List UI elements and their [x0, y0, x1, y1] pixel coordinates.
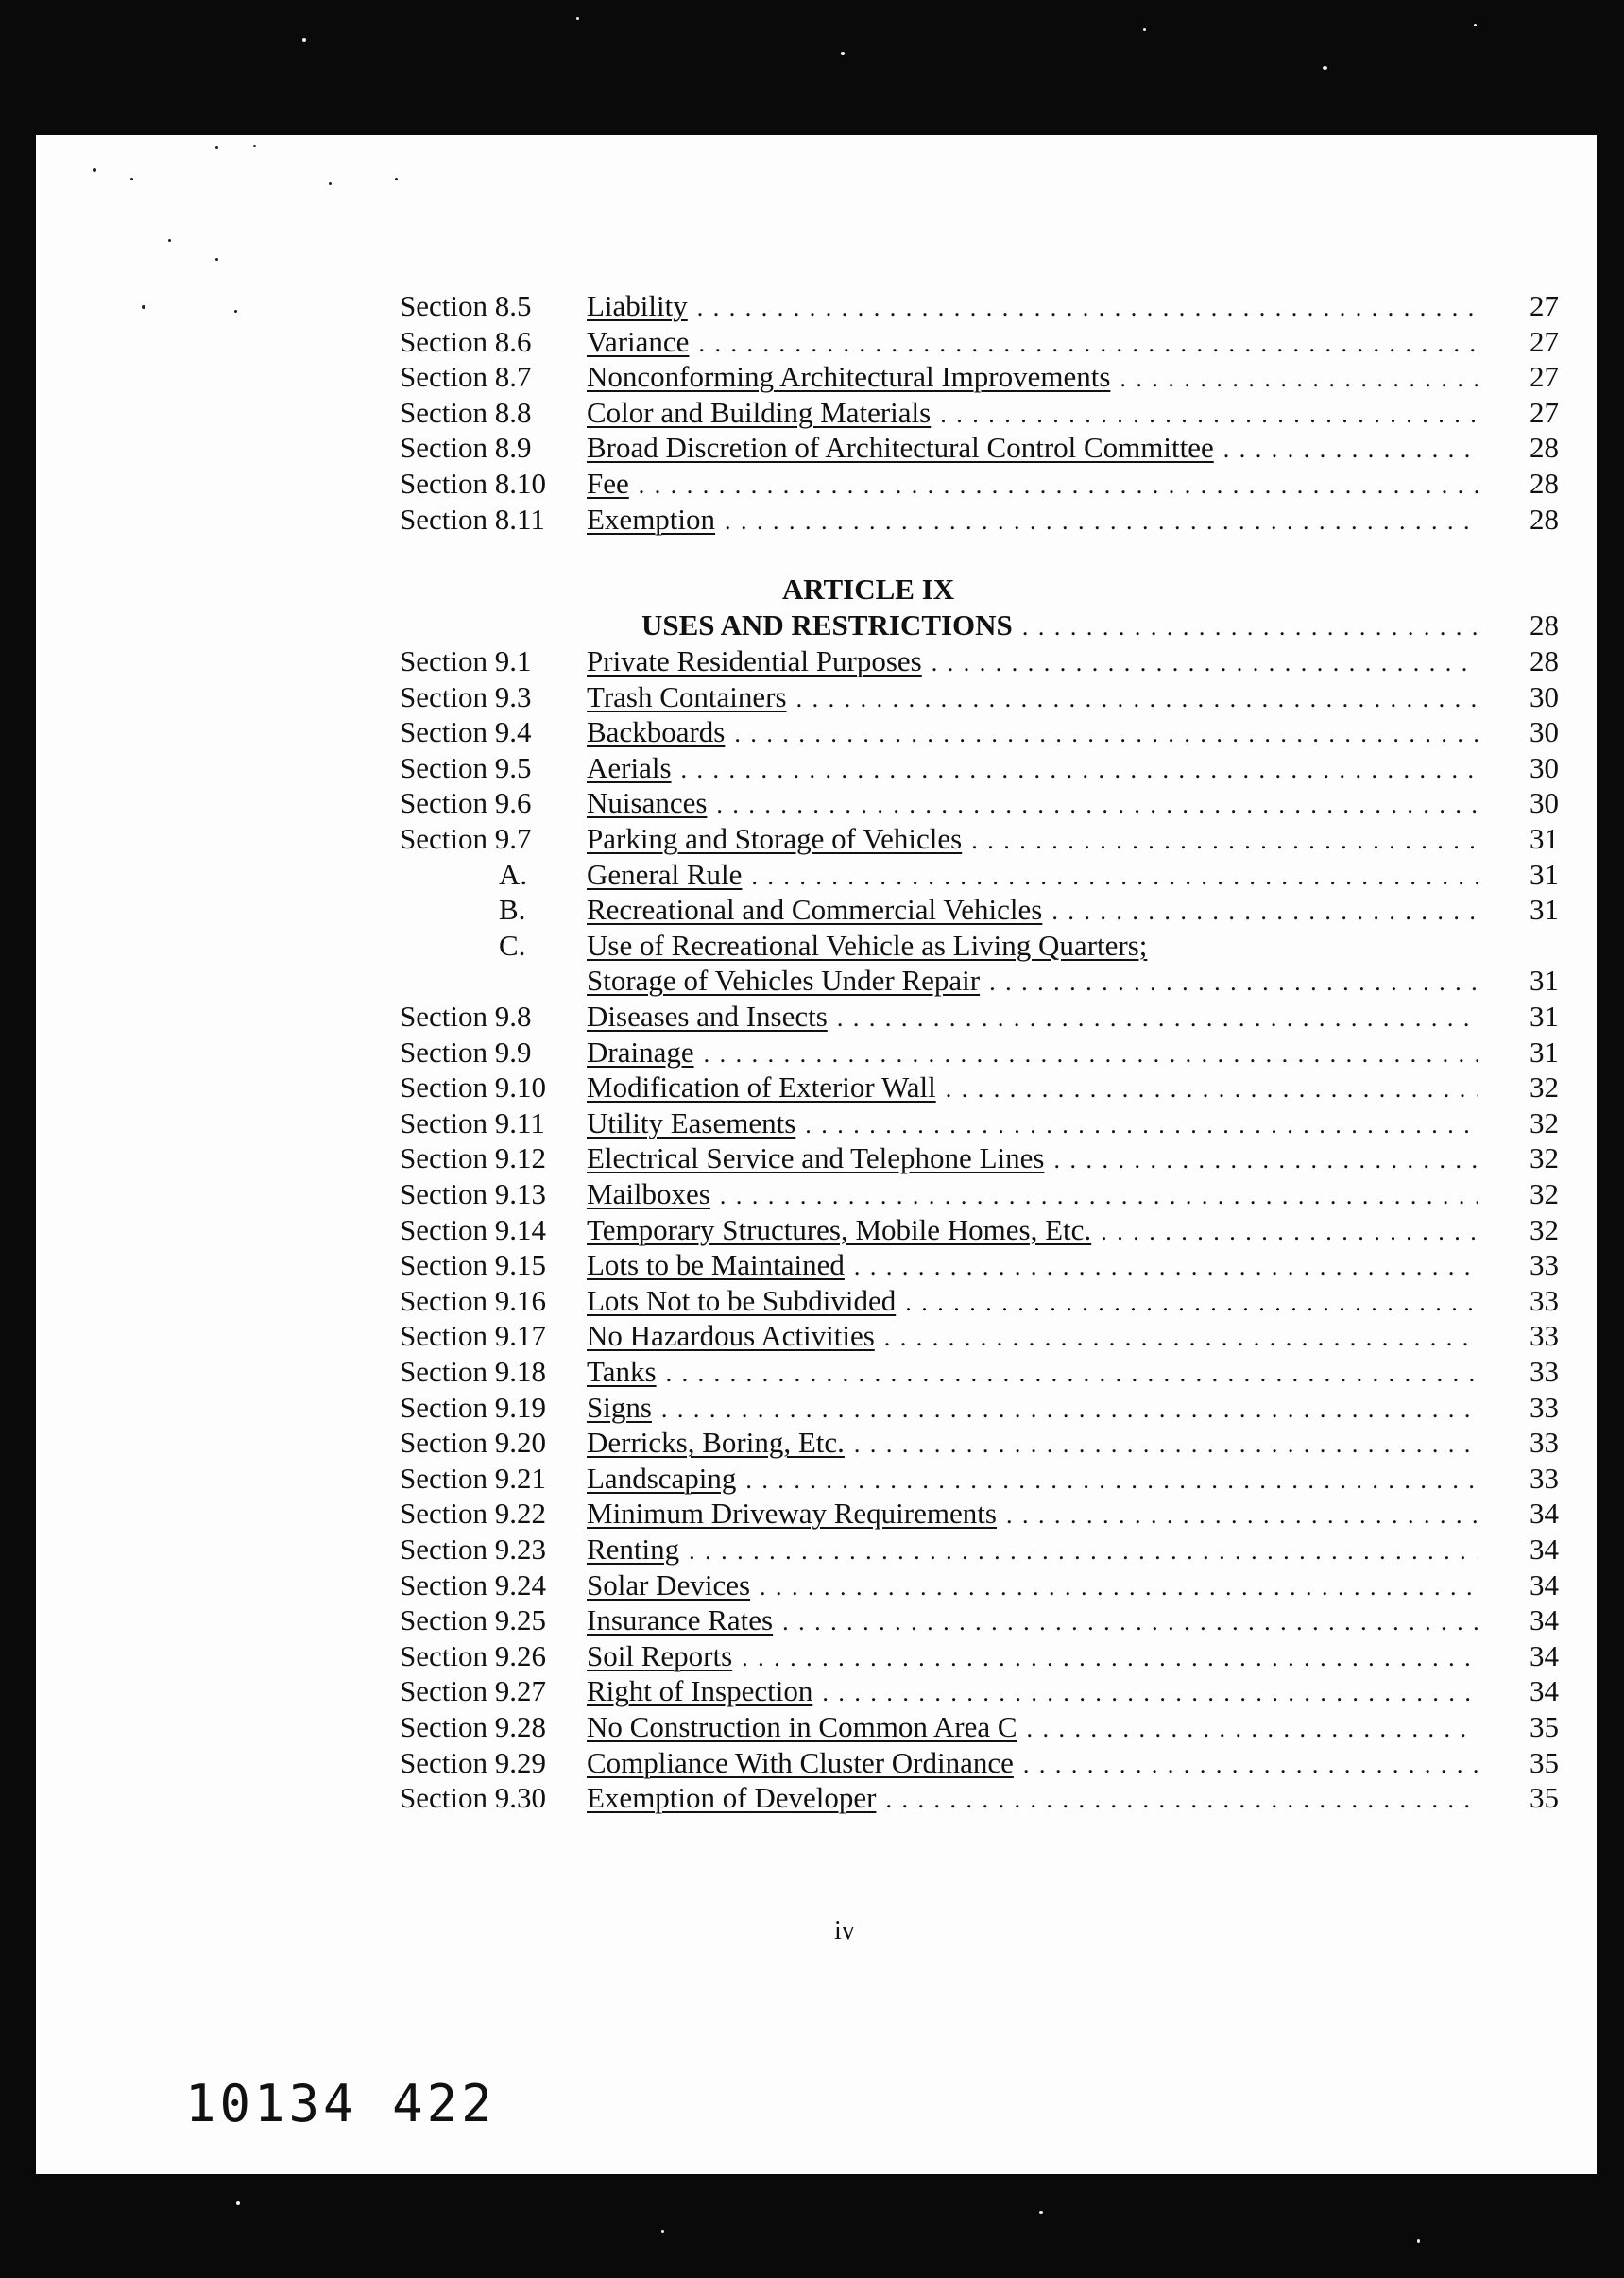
toc-title-wrap: [587, 430, 1478, 468]
toc-section-number: Section 9.24: [400, 1567, 546, 1601]
toc-page-number: 32: [1530, 1212, 1559, 1246]
dot-leader: [742, 1640, 1478, 1676]
toc-page-number: 34: [1530, 1638, 1559, 1672]
dot-leader: [697, 290, 1478, 326]
toc-section-number: Section 9.4: [400, 715, 532, 749]
toc-title-wrap: [587, 1105, 1478, 1143]
toc-section-number: Section 9.17: [400, 1319, 546, 1353]
toc-page-number: 34: [1530, 1674, 1559, 1708]
toc-page-number: 31: [1530, 1000, 1559, 1033]
toc-section-number: Section 8.8: [400, 395, 532, 429]
toc-page-number: 33: [1530, 1248, 1559, 1282]
toc-section-number: Section 9.13: [400, 1177, 546, 1210]
toc-title-wrap: [587, 1567, 1478, 1605]
toc-section-number: Section 8.5: [400, 289, 532, 322]
toc-section-title: Mailboxes: [587, 1177, 710, 1210]
toc-title-wrap: [587, 1425, 1478, 1463]
dot-leader: [751, 859, 1478, 895]
toc-title-wrap: [587, 1709, 1478, 1747]
toc-entry: [36, 324, 1597, 360]
toc-section-number: Section 8.7: [400, 360, 532, 394]
toc-entry: [36, 785, 1597, 821]
toc-section-title: Lots Not to be Subdivided: [587, 1283, 897, 1317]
toc-section-number: Section 9.18: [400, 1355, 546, 1388]
toc-section-title: Exemption of Developer: [587, 1781, 877, 1815]
toc-section-title: Use of Recreational Vehicle as Living Quarters;: [587, 928, 1148, 962]
toc-section-number: Section 9.26: [400, 1638, 546, 1672]
toc-section-title: Renting: [587, 1533, 680, 1566]
article-heading: ARTICLE IX: [781, 573, 955, 606]
toc-entry: [36, 1140, 1597, 1176]
toc-entry: [36, 1709, 1597, 1745]
toc-page-number: 33: [1530, 1319, 1559, 1353]
toc-title-wrap: [587, 1638, 1478, 1676]
document-stamp-number: 10134 422: [185, 2074, 496, 2133]
toc-section-number: Section 9.6: [400, 786, 532, 820]
toc-page-number: 27: [1530, 289, 1559, 322]
toc-section-title: Insurance Rates: [587, 1603, 774, 1637]
toc-page-number: 31: [1530, 964, 1559, 998]
toc-section-number: C.: [499, 928, 526, 962]
toc-title-wrap: [587, 502, 1478, 540]
toc-page-number: 34: [1530, 1533, 1559, 1566]
toc-section-title: Variance: [587, 324, 690, 358]
toc-section-number: Section 9.23: [400, 1533, 546, 1566]
toc-title-wrap: [587, 1390, 1478, 1428]
toc-section-number: Section 9.22: [400, 1497, 546, 1531]
toc-title-wrap: [587, 288, 1478, 326]
document-page: [36, 135, 1597, 2174]
toc-title-wrap: [587, 963, 1478, 1001]
toc-entry: [36, 1496, 1597, 1532]
dot-leader: [704, 1036, 1478, 1072]
toc-section-title: Minimum Driveway Requirements: [587, 1497, 997, 1531]
toc-section-number: Section 9.30: [400, 1781, 546, 1815]
toc-entry: [36, 288, 1597, 324]
toc-entry: [36, 999, 1597, 1035]
toc-section-title: Private Residential Purposes: [587, 644, 922, 677]
dot-leader: [666, 1356, 1478, 1392]
toc-section-title: Landscaping: [587, 1461, 737, 1495]
toc-page-number: 33: [1530, 1461, 1559, 1495]
toc-title-wrap: [587, 714, 1478, 752]
toc-page-number: 32: [1530, 1177, 1559, 1210]
dot-leader: [854, 1249, 1478, 1285]
toc-page-number: 28: [1530, 608, 1559, 642]
toc-page-number: 31: [1530, 822, 1559, 855]
toc-title-wrap: [587, 1461, 1478, 1499]
dot-leader: [716, 787, 1478, 823]
toc-page-number: 33: [1530, 1283, 1559, 1317]
toc-section-title: Trash Containers: [587, 679, 787, 713]
dot-leader: [884, 1320, 1478, 1356]
toc-section-number: B.: [499, 893, 526, 927]
toc-title-wrap: [587, 928, 1478, 964]
toc-section-title: Parking and Storage of Vehicles: [587, 822, 963, 855]
toc-title-wrap: [587, 999, 1478, 1036]
dot-leader: [1027, 1711, 1478, 1747]
dot-leader: [661, 1392, 1478, 1428]
toc-section-title: Right of Inspection: [587, 1674, 813, 1708]
toc-section-title: Solar Devices: [587, 1567, 751, 1601]
dot-leader: [1022, 609, 1478, 645]
toc-entry: [36, 1638, 1597, 1674]
toc-page-number: 30: [1530, 679, 1559, 713]
toc-page-number: 32: [1530, 1070, 1559, 1105]
dot-leader: [1053, 1142, 1478, 1178]
toc-section-number: Section 9.20: [400, 1426, 546, 1460]
toc-section-number: Section 9.3: [400, 679, 532, 713]
dot-leader: [1101, 1214, 1478, 1250]
toc-section-title: Storage of Vehicles Under Repair: [587, 964, 981, 998]
toc-entry: [36, 1461, 1597, 1497]
dot-leader: [822, 1675, 1478, 1711]
toc-page-number: 32: [1530, 1141, 1559, 1175]
toc-page-number: 31: [1530, 1035, 1559, 1069]
toc-section-number: Section 8.10: [400, 467, 546, 500]
toc-entry: [36, 1247, 1597, 1283]
dot-leader: [1051, 894, 1478, 930]
toc-section-number: Section 9.7: [400, 822, 532, 855]
toc-entry: [36, 1532, 1597, 1567]
toc-section-title: Aerials: [587, 750, 672, 784]
toc-title-wrap: [587, 1212, 1478, 1250]
toc-section-title: Backboards: [587, 715, 726, 749]
toc-page-number: 30: [1530, 786, 1559, 820]
toc-section-number: Section 8.9: [400, 431, 532, 465]
toc-page-number: 31: [1530, 893, 1559, 927]
dot-leader: [905, 1285, 1478, 1321]
dot-leader: [940, 397, 1478, 433]
toc-entry: [36, 1318, 1597, 1354]
toc-page-number: 30: [1530, 750, 1559, 784]
toc-section-number: Section 9.15: [400, 1248, 546, 1282]
dot-leader: [932, 645, 1478, 681]
toc-title-wrap: [587, 643, 1478, 681]
dot-leader: [1006, 1498, 1478, 1533]
dot-leader: [854, 1427, 1478, 1463]
dot-leader: [989, 965, 1478, 1001]
article-title-wrap: [641, 608, 1478, 645]
toc-title-wrap: [587, 1780, 1478, 1818]
toc-page-number: 31: [1530, 857, 1559, 891]
toc-section-title: Diseases and Insects: [587, 1000, 828, 1033]
toc-entry: [36, 1354, 1597, 1390]
toc-entry: [36, 1567, 1597, 1603]
toc-title-wrap: [587, 1602, 1478, 1640]
toc-entry: [36, 430, 1597, 466]
toc-title-wrap: [587, 395, 1478, 433]
dot-leader: [760, 1569, 1478, 1605]
dot-leader: [745, 1463, 1478, 1499]
toc-section-title: Derricks, Boring, Etc.: [587, 1426, 845, 1460]
dot-leader: [725, 504, 1478, 540]
toc-section-title: No Hazardous Activities: [587, 1319, 875, 1353]
toc-section-title: Temporary Structures, Mobile Homes, Etc.: [587, 1212, 1092, 1246]
toc-title-wrap: [587, 785, 1478, 823]
toc-title-wrap: [587, 750, 1478, 788]
toc-section-title: Tanks: [587, 1355, 657, 1388]
toc-section-number: Section 9.5: [400, 750, 532, 784]
toc-section-number: Section 9.19: [400, 1390, 546, 1424]
toc-section-number: Section 9.21: [400, 1461, 546, 1495]
toc-entry: [36, 1780, 1597, 1816]
toc-entry: [36, 714, 1597, 750]
toc-entry: [36, 1283, 1597, 1319]
toc-entry: [36, 1390, 1597, 1426]
toc-section-number: Section 9.14: [400, 1212, 546, 1246]
toc-title-wrap: [587, 1176, 1478, 1214]
toc-page-number: 30: [1530, 715, 1559, 749]
toc-section-number: Section 8.6: [400, 324, 532, 358]
toc-section-number: Section 9.11: [400, 1105, 545, 1139]
toc-section-title: General Rule: [587, 857, 743, 891]
toc-title-wrap: [587, 1247, 1478, 1285]
toc-entry: [36, 1176, 1597, 1212]
toc-section-title: Nonconforming Architectural Improvements: [587, 360, 1111, 394]
toc-entry: [36, 1745, 1597, 1781]
toc-entry: [36, 502, 1597, 538]
toc-entry: [36, 892, 1597, 928]
toc-entry: [36, 359, 1597, 395]
toc-entry: [36, 679, 1597, 715]
toc-section-title: Liability: [587, 289, 688, 322]
toc-page-number: 28: [1530, 431, 1559, 465]
toc-section-number: Section 9.8: [400, 1000, 532, 1033]
toc-section-title: No Construction in Common Area C: [587, 1710, 1017, 1743]
dot-leader: [681, 752, 1478, 788]
toc-section-number: Section 9.10: [400, 1070, 546, 1105]
toc-page-number: 33: [1530, 1390, 1559, 1424]
toc-entry: [36, 1212, 1597, 1248]
toc-section-number: Section 9.9: [400, 1035, 532, 1069]
toc-section-title: Broad Discretion of Architectural Control Committee: [587, 431, 1214, 465]
toc-section-number: Section 9.16: [400, 1283, 546, 1317]
toc-section-title: Lots to be Maintained: [587, 1248, 845, 1282]
dot-leader: [837, 1001, 1478, 1036]
dot-leader: [698, 326, 1478, 362]
toc-section-number: Section 9.1: [400, 644, 532, 677]
toc-section-title: Color and Building Materials: [587, 395, 932, 429]
toc-entry: [36, 1070, 1597, 1105]
toc-page-number: 32: [1530, 1105, 1559, 1139]
toc-section-title: Soil Reports: [587, 1638, 733, 1672]
toc-page-number: 33: [1530, 1355, 1559, 1388]
dot-leader: [1023, 1747, 1478, 1783]
toc-title-wrap: [587, 857, 1478, 895]
toc-title-wrap: [587, 359, 1478, 397]
toc-section-title: Fee: [587, 467, 629, 500]
toc-title-wrap: [587, 1354, 1478, 1392]
toc-entry: [36, 928, 1597, 964]
toc-section-number: Section 9.29: [400, 1745, 546, 1779]
toc-section-title: Nuisances: [587, 786, 708, 820]
toc-page-number: 34: [1530, 1567, 1559, 1601]
toc-entry: [36, 1035, 1597, 1070]
toc-entry: [36, 857, 1597, 893]
dot-leader: [805, 1107, 1478, 1143]
dot-leader: [720, 1178, 1478, 1214]
toc-entry: [36, 1673, 1597, 1709]
dot-leader: [782, 1604, 1478, 1640]
toc-title-wrap: [587, 1140, 1478, 1178]
toc-page-number: 33: [1530, 1426, 1559, 1460]
toc-entry: [36, 643, 1597, 679]
toc-entry: [36, 963, 1597, 999]
toc-page-number: 34: [1530, 1603, 1559, 1637]
toc-entry: [36, 821, 1597, 857]
toc-title-wrap: [587, 1283, 1478, 1321]
toc-section-title: Signs: [587, 1390, 652, 1424]
toc-entry: [36, 395, 1597, 431]
toc-entry: [36, 1425, 1597, 1461]
toc-title-wrap: [587, 679, 1478, 717]
article-title: USES AND RESTRICTIONS: [641, 608, 1013, 642]
toc-page-number: 28: [1530, 644, 1559, 677]
toc-title-wrap: [587, 1318, 1478, 1356]
toc-title-wrap: [587, 324, 1478, 362]
toc-title-wrap: [587, 821, 1478, 859]
toc-section-title: Utility Easements: [587, 1105, 796, 1139]
dot-leader: [639, 468, 1478, 504]
dot-leader: [796, 681, 1478, 717]
toc-title-wrap: [587, 1673, 1478, 1711]
toc-section-title: Electrical Service and Telephone Lines: [587, 1141, 1045, 1175]
toc-page-number: 27: [1530, 360, 1559, 394]
toc-entry: [36, 1602, 1597, 1638]
toc-section-number: Section 9.28: [400, 1710, 546, 1743]
toc-title-wrap: [587, 466, 1478, 504]
dot-leader: [971, 823, 1478, 859]
toc-section-number: Section 8.11: [400, 502, 545, 536]
toc-page-number: 28: [1530, 502, 1559, 536]
toc-page-number: 35: [1530, 1745, 1559, 1779]
toc-title-wrap: [587, 892, 1478, 930]
dot-leader: [734, 716, 1478, 752]
toc-entry: [36, 1105, 1597, 1141]
toc-section-title: Recreational and Commercial Vehicles: [587, 893, 1043, 927]
toc-section-number: Section 9.25: [400, 1603, 546, 1637]
dot-leader: [1120, 361, 1478, 397]
toc-title-wrap: [587, 1532, 1478, 1569]
toc-section-title: Modification of Exterior Wall: [587, 1070, 936, 1105]
toc-page-number: 27: [1530, 324, 1559, 358]
toc-title-wrap: [587, 1035, 1478, 1072]
toc-page-number: 27: [1530, 395, 1559, 429]
toc-title-wrap: [587, 1070, 1478, 1107]
toc-page-number: 35: [1530, 1781, 1559, 1815]
toc-section-number: Section 9.27: [400, 1674, 546, 1708]
toc-title-wrap: [587, 1745, 1478, 1783]
toc-entry: [36, 750, 1597, 786]
dot-leader: [946, 1071, 1478, 1107]
page-number: iv: [834, 1916, 855, 1945]
dot-leader: [689, 1533, 1478, 1569]
toc-section-number: Section 9.12: [400, 1141, 546, 1175]
dot-leader: [1223, 432, 1478, 468]
toc-section-title: Drainage: [587, 1035, 694, 1069]
dot-leader: [885, 1782, 1478, 1818]
toc-section-number: A.: [499, 857, 528, 891]
toc-page-number: 34: [1530, 1497, 1559, 1531]
toc-page-number: 28: [1530, 467, 1559, 500]
toc-page-number: 35: [1530, 1710, 1559, 1743]
article-title-row: [36, 608, 1597, 643]
toc-title-wrap: [587, 1496, 1478, 1533]
toc-entry: [36, 466, 1597, 502]
toc-section-title: Exemption: [587, 502, 716, 536]
toc-section-title: Compliance With Cluster Ordinance: [587, 1745, 1014, 1779]
